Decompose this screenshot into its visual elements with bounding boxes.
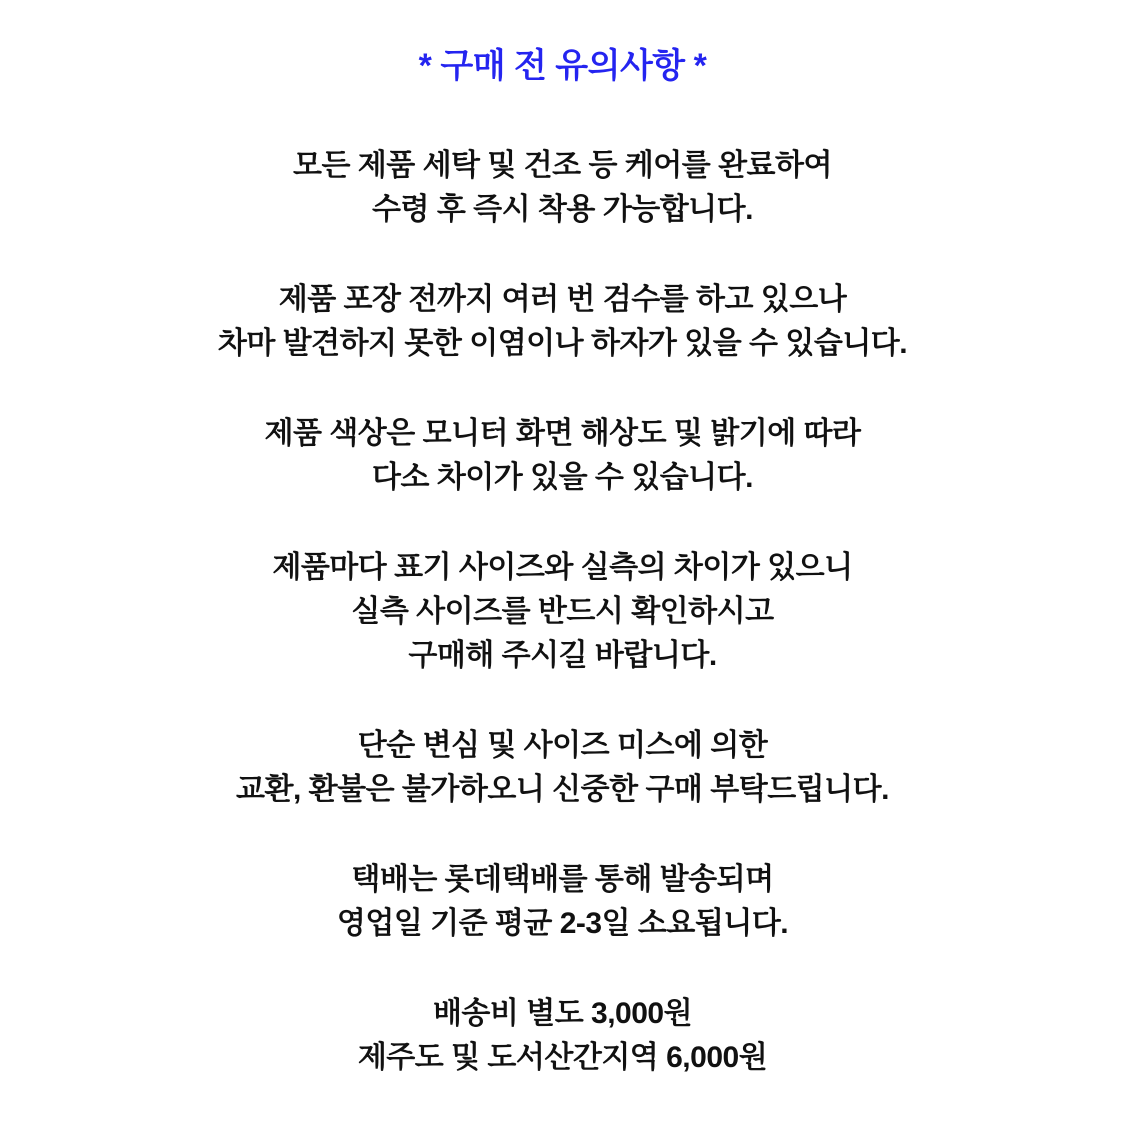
notice-line: 영업일 기준 평균 2-3일 소요됩니다. [336,907,789,940]
notice-line: 실측 사이즈를 반드시 확인하시고 [351,595,774,628]
notice-paragraph-inspection [0,278,1125,366]
notice-paragraph-shipping [0,858,1125,946]
notice-line: 모든 제품 세탁 및 건조 등 케어를 완료하여 [292,149,832,182]
notice-line: 다소 차이가 있을 수 있습니다. [372,461,753,494]
notice-line: 차마 발견하지 못한 이염이나 하자가 있을 수 있습니다. [217,327,908,360]
notice-line: 교환, 환불은 불가하오니 신중한 구매 부탁드립니다. [236,773,889,806]
notice-line: 단순 변심 및 사이즈 미스에 의한 [357,729,768,762]
notice-line: 제주도 및 도서산간지역 6,000원 [357,1041,768,1074]
notice-paragraph-care [0,144,1125,232]
notice-line: 택배는 롯데택배를 통해 발송되며 [351,863,774,896]
notice-paragraph-refund [0,724,1125,812]
notice-line: 제품마다 표기 사이즈와 실측의 차이가 있으니 [272,551,853,584]
notice-paragraph-color [0,412,1125,500]
notice-line: 수령 후 즉시 착용 가능합니다. [372,193,753,226]
notice-line: 배송비 별도 3,000원 [432,997,693,1030]
notice-line: 제품 포장 전까지 여러 번 검수를 하고 있으나 [278,283,847,316]
notice-line: 제품 색상은 모니터 화면 해상도 및 밝기에 따라 [264,417,861,450]
notice-line: 구매해 주시길 바랍니다. [408,639,717,672]
page-title: * 구매 전 유의사항 * [418,47,707,85]
purchase-notice [0,46,1125,1080]
notice-paragraph-shipping-fee [0,992,1125,1080]
notice-paragraph-size [0,546,1125,678]
